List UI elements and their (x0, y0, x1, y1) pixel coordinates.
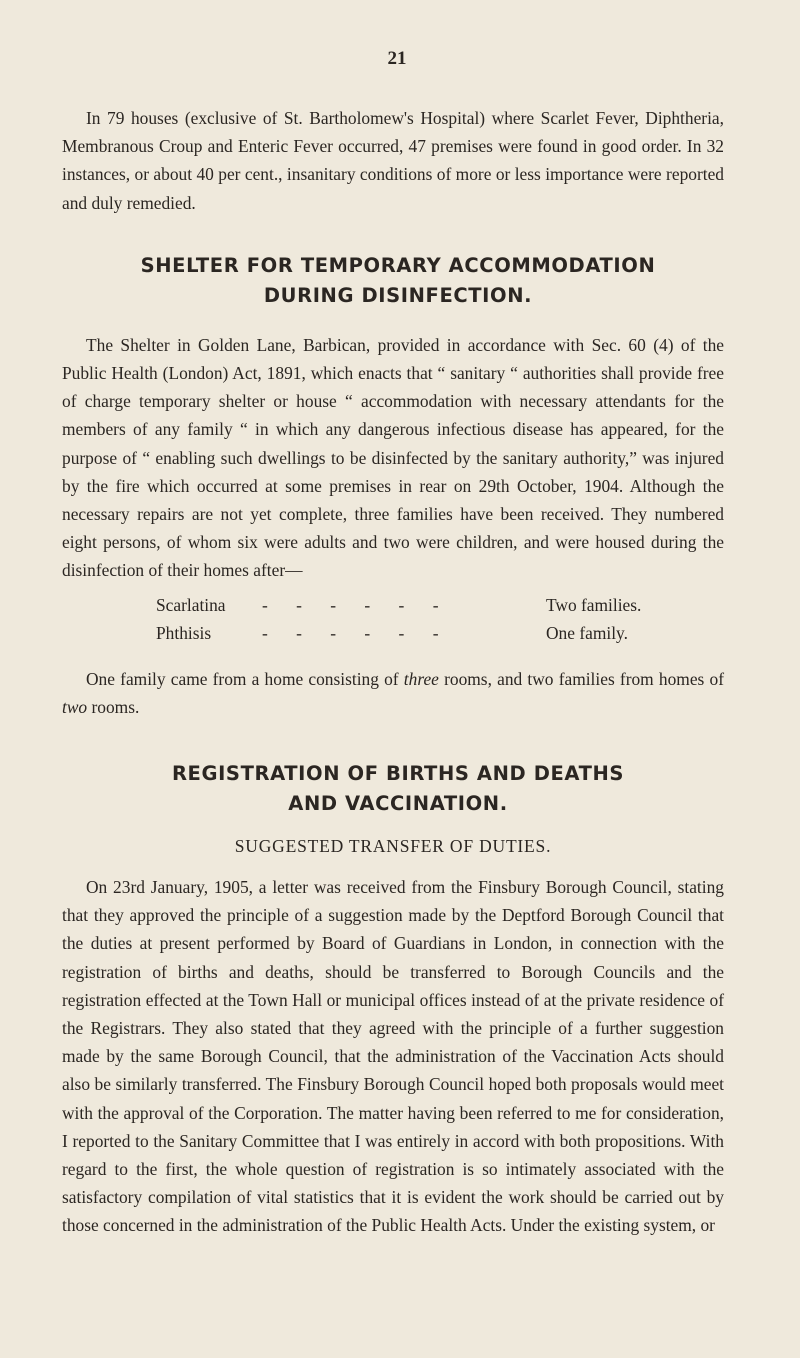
shelter-heading-line1: SHELTER FOR TEMPORARY ACCOMMODATION (140, 253, 656, 277)
list-item (62, 591, 724, 619)
shelter-paragraph: The Shelter in Golden Lane, Barbican, provided in accordance with Sec. 60 (4) of the Public Health (London) Act, 1891, which enacts that “ sanitary “ authorities shall provide free of charge temporary shelter or house “ accommodation with necessary attendants for the members of any family “ in which any dangerous infectious disease has appeared, for the purpose of “ enabling such dwellings to be disinfected by the sanitary authority,” was injured by the fire which occurred at some premises in rear on 29th October, 1904. Although the necessary repairs are not yet complete, three families have been received. They numbered eight persons, of whom six were adults and two were children, and were housed during the disinfection of their homes after— (62, 334, 724, 581)
registration-heading-line1: REGISTRATION OF BIRTHS AND DEATHS (171, 762, 625, 786)
list-item (62, 619, 724, 647)
text-run: One family came from a home consisting of (86, 668, 404, 689)
text-run: rooms, and two families from homes of (438, 668, 724, 689)
shelter-heading-line2: DURING DISINFECTION. (263, 283, 533, 307)
list-item-value: Two families. (546, 594, 642, 615)
list-item-label: Phthisis (156, 622, 212, 643)
list-item-label: Scarlatina (156, 594, 226, 615)
registration-paragraph: On 23rd January, 1905, a letter was received from the Finsbury Borough Council, stating that they approved the principle of a suggestion made by the Deptford Borough Council that the duties at present performed by Board of Guardians in London, in connection with the registration of births and deaths, should be transferred to Borough Councils and the registration effected at the Town Hall or municipal offices instead of at the private residence of the Registrars. They also stated that they agreed with the principle of a further suggestion made by the same Borough Council, that the administration of the Vaccination Acts should also be similarly transferred. The Finsbury Borough Council hoped both proposals would meet with the approval of the Corporation. The matter having been referred to me for consideration, I reported to the Sanitary Committee that I was entirely in accord with both propositions. With regard to the first, the whole question of registration is so intimately associated with the satisfactory compilation of vital statistics that it is evident the work should be carried out by those concerned in the administration of the Public Health Acts. Under the existing system, or (62, 877, 724, 1236)
list-item-value: One family. (546, 622, 628, 643)
shelter-section (62, 251, 724, 721)
registration-section (62, 759, 724, 1240)
cases-list (62, 591, 724, 647)
page-number: 21 (387, 48, 407, 69)
list-item-leader: - - - - - - (262, 594, 439, 615)
italic-run: two (62, 696, 88, 717)
text-run: rooms. (87, 696, 140, 717)
italic-run: three (403, 668, 439, 689)
after-list-paragraph (62, 665, 724, 721)
intro-paragraph: In 79 houses (exclusive of St. Bartholomew's Hospital) where Scarlet Fever, Diphtheria, Membranous Croup and Enteric Fever occurred, 47 premises were found in good order. In 32 instances, or about 40 per cent., insanitary conditions of more or less importance were reported and duly remedied. (62, 108, 724, 213)
registration-heading-line2: AND VACCINATION. (288, 792, 508, 816)
list-item-leader: - - - - - - (262, 622, 439, 643)
registration-subheading: SUGGESTED TRANSFER OF DUTIES. (234, 836, 552, 857)
